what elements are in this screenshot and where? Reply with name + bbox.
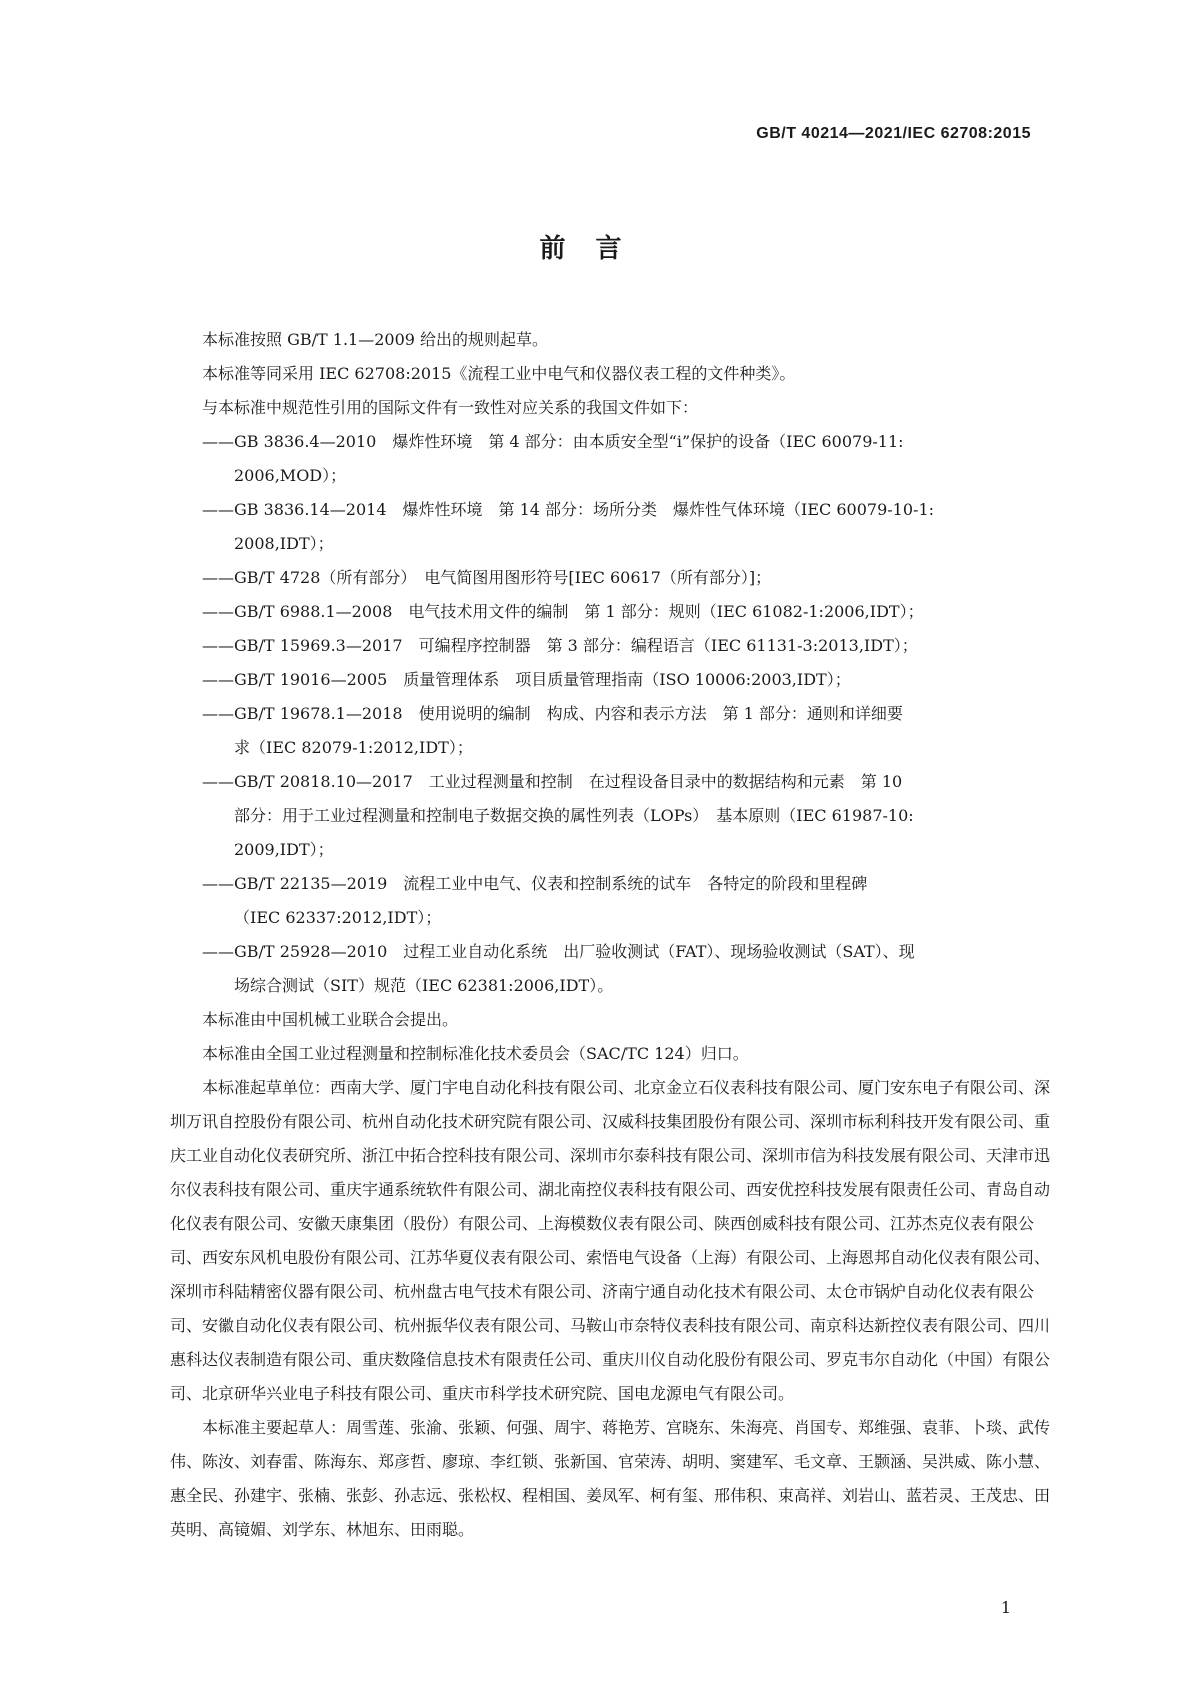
reference-item — [170, 935, 1050, 1003]
reference-text: GB/T 20818.10—2017 工业过程测量和控制 在过程设备目录中的数据结构和元素 第 10 — [234, 772, 903, 791]
reference-dash: —— — [202, 772, 234, 791]
reference-text: GB/T 25928—2010 过程工业自动化系统 出厂验收测试（FAT）、现场验收测试（SAT）、现 — [234, 942, 915, 961]
paragraph-adoption: 本标准等同采用 IEC 62708:2015《流程工业中电气和仪器仪表工程的文件种类》。 — [202, 364, 796, 383]
reference-text-continued: 2009,IDT）； — [234, 840, 334, 859]
reference-text-continued: 部分：用于工业过程测量和控制电子数据交换的属性列表（LOPs） 基本原则（IEC 61987-10: — [234, 806, 914, 825]
page-number: 1 — [1000, 1598, 1011, 1617]
reference-dash: —— — [202, 602, 234, 621]
reference-dash: —— — [202, 670, 234, 689]
reference-text: GB/T 6988.1—2008 电气技术用文件的编制 第 1 部分：规则（IEC 61082-1:2006,IDT）； — [234, 602, 924, 621]
reference-text-continued: 求（IEC 82079-1:2012,IDT）； — [234, 738, 473, 757]
reference-item — [170, 629, 1050, 663]
reference-text: GB/T 4728（所有部分） 电气简图用图形符号[IEC 60617（所有部分）]； — [234, 568, 772, 587]
document-body — [170, 323, 1050, 1547]
reference-item — [170, 765, 1050, 867]
paragraph-reference-intro: 与本标准中规范性引用的国际文件有一致性对应关系的我国文件如下： — [202, 398, 699, 417]
reference-dash: —— — [202, 942, 234, 961]
reference-item — [170, 561, 1050, 595]
reference-dash: —— — [202, 636, 234, 655]
reference-text-continued: 2006,MOD）； — [234, 466, 347, 485]
reference-text: GB/T 19016—2005 质量管理体系 项目质量管理指南（ISO 10006:2003,IDT）； — [234, 670, 851, 689]
reference-dash: —— — [202, 568, 234, 587]
reference-text-continued: 2008,IDT）； — [234, 534, 334, 553]
reference-dash: —— — [202, 500, 234, 519]
reference-item — [170, 425, 1050, 493]
reference-item — [170, 663, 1050, 697]
reference-text: GB/T 19678.1—2018 使用说明的编制 构成、内容和表示方法 第 1 部分：通则和详细要 — [234, 704, 903, 723]
reference-item — [170, 595, 1050, 629]
page-title: 前言 — [539, 234, 652, 264]
paragraph-drafting-rules: 本标准按照 GB/T 1.1—2009 给出的规则起草。 — [202, 330, 549, 349]
reference-list — [170, 425, 1050, 1003]
reference-item — [170, 867, 1050, 935]
reference-item — [170, 697, 1050, 765]
paragraph-main-drafters: 本标准主要起草人：周雪莲、张渝、张颖、何强、周宇、蒋艳芳、宫晓东、朱海亮、肖国专、郑维强、袁菲、卜琰、武传伟、陈汝、刘春雷、陈海东、郑彦哲、廖琼、李红锁、张新国、官荣涛、胡明、窦建军、毛文章、王颢涵、吴洪威、陈小慧、惠全民、孙建宇、张楠、张彭、孙志远、张松权、程相国、姜凤军、柯有玺、邢伟积、束高祥、刘岩山、蓝若灵、王茂忠、田英明、高镜媚、刘学东、林旭东、田雨聪。 — [170, 1418, 1051, 1539]
reference-text: GB/T 22135—2019 流程工业中电气、仪表和控制系统的试车 各特定的阶段和里程碑 — [234, 874, 868, 893]
reference-dash: —— — [202, 704, 234, 723]
reference-text: GB 3836.4—2010 爆炸性环境 第 4 部分：由本质安全型“i”保护的设备（IEC 60079-11: — [234, 432, 904, 451]
reference-dash: —— — [202, 432, 234, 451]
reference-text-continued: （IEC 62337:2012,IDT）； — [234, 908, 442, 927]
paragraph-drafting-units: 本标准起草单位：西南大学、厦门宇电自动化科技有限公司、北京金立石仪表科技有限公司、厦门安东电子有限公司、深圳万讯自控股份有限公司、杭州自动化技术研究院有限公司、汉威科技集团股份有限公司、深圳市标利科技开发有限公司、重庆工业自动化仪表研究所、浙江中拓合控科技有限公司、深圳市尔泰科技有限公司、深圳市信为科技发展有限公司、天津市迅尔仪表科技有限公司、重庆宇通系统软件有限公司、湖北南控仪表科技有限公司、西安优控科技发展有限责任公司、青岛自动化仪表有限公司、安徽天康集团（股份）有限公司、上海模数仪表有限公司、陕西创威科技有限公司、江苏杰克仪表有限公司、西安东风机电股份有限公司、江苏华夏仪表有限公司、索悟电气设备（上海）有限公司、上海恩邦自动化仪表有限公司、深圳市科陆精密仪器有限公司、杭州盘古电气技术有限公司、济南宁通自动化技术有限公司、太仓市锅炉自动化仪表有限公司、安徽自动化仪表有限公司、杭州振华仪表有限公司、马鞍山市奈特仪表科技有限公司、南京科达新控仪表有限公司、四川惠科达仪表制造有限公司、重庆数隆信息技术有限责任公司、重庆川仪自动化股份有限公司、罗克韦尔自动化（中国）有限公司、北京研华兴业电子科技有限公司、重庆市科学技术研究院、国电龙源电气有限公司。 — [170, 1078, 1051, 1403]
reference-text: GB 3836.14—2014 爆炸性环境 第 14 部分：场所分类 爆炸性气体环境（IEC 60079-10-1: — [234, 500, 935, 519]
reference-text-continued: 场综合测试（SIT）规范（IEC 62381:2006,IDT）。 — [234, 976, 614, 995]
reference-item — [170, 493, 1050, 561]
document-id-header: GB/T 40214—2021/IEC 62708:2015 — [756, 125, 1031, 142]
reference-dash: —— — [202, 874, 234, 893]
reference-text: GB/T 15969.3—2017 可编程序控制器 第 3 部分：编程语言（IEC 61131-3:2013,IDT）； — [234, 636, 918, 655]
paragraph-proposed-by: 本标准由中国机械工业联合会提出。 — [202, 1010, 459, 1029]
paragraph-under-jurisdiction: 本标准由全国工业过程测量和控制标准化技术委员会（SAC/TC 124）归口。 — [202, 1044, 749, 1063]
